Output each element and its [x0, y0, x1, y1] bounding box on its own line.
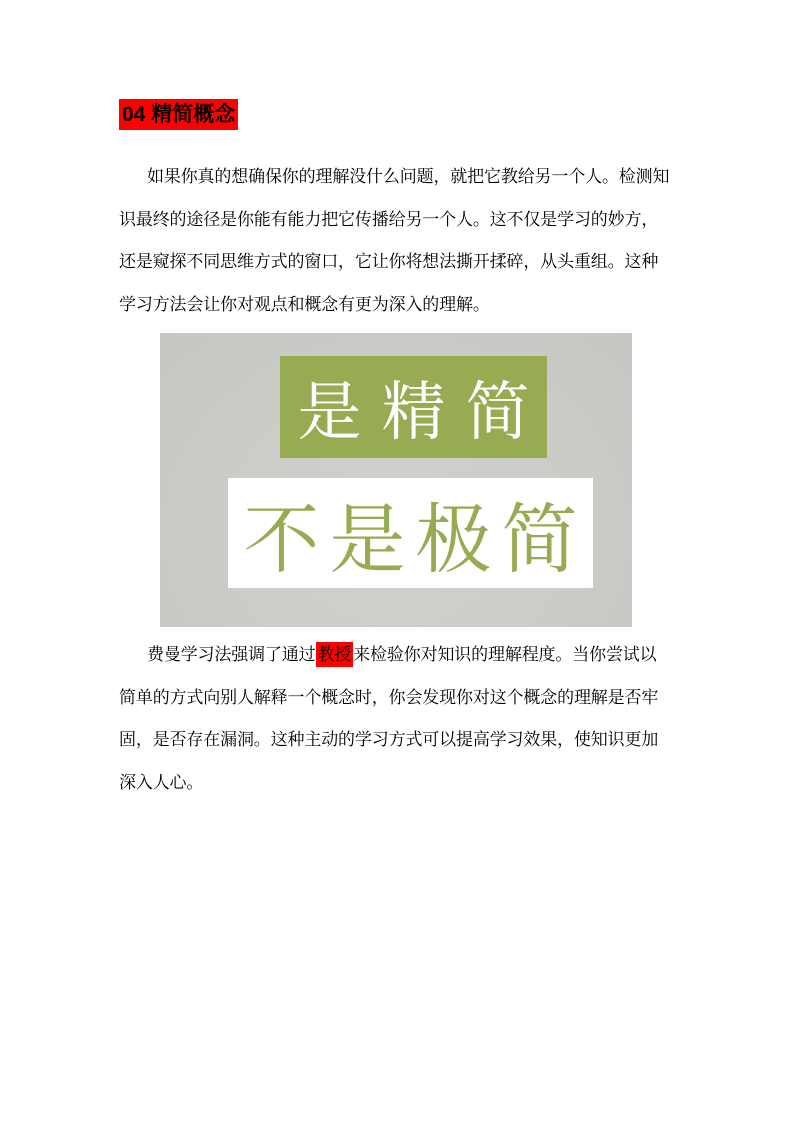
paragraph-line: 深入人心。 [119, 772, 204, 792]
figure-bottom-text: 不是极简 [243, 497, 588, 583]
paragraph-text-after-highlight: 来检验你对知识的理解程度。当你尝试以 [353, 645, 657, 664]
highlighted-term: 教授 [316, 642, 354, 667]
section-heading [119, 99, 238, 130]
figure-top-text: 是精简 [297, 376, 550, 448]
figure-green-banner [280, 356, 550, 458]
paragraph-line: 识最终的途径是你能有能力把它传播给另一个人。这不仅是学习的妙方， [119, 209, 659, 229]
paragraph-line [119, 634, 681, 677]
paragraph-line: 还是窥探不同思维方式的窗口，它让你将想法撕开揉碎，从头重组。这种 [119, 252, 659, 271]
paragraph-line: 如果你真的想确保你的理解没什么问题，就把它教给另一个人。检测知 [147, 167, 670, 186]
paragraph-line: 学习方法会让你对观点和概念有更为深入的理解。 [119, 294, 490, 314]
paragraph-line: 简单的方式向别人解释一个概念时，你会发现你对这个概念的理解是否牢 [119, 687, 659, 707]
paragraph-line: 固，是否存在漏洞。这种主动的学习方式可以提高学习效果，使知识更加 [119, 730, 659, 749]
figure-white-banner [228, 478, 593, 588]
paragraph-text-before-highlight: 费曼学习法强调了通过 [147, 645, 316, 664]
concept-figure [160, 333, 632, 627]
paragraph-2 [119, 634, 681, 804]
paragraph-1 [119, 156, 681, 326]
section-heading-text: 04 精简概念 [122, 103, 236, 126]
